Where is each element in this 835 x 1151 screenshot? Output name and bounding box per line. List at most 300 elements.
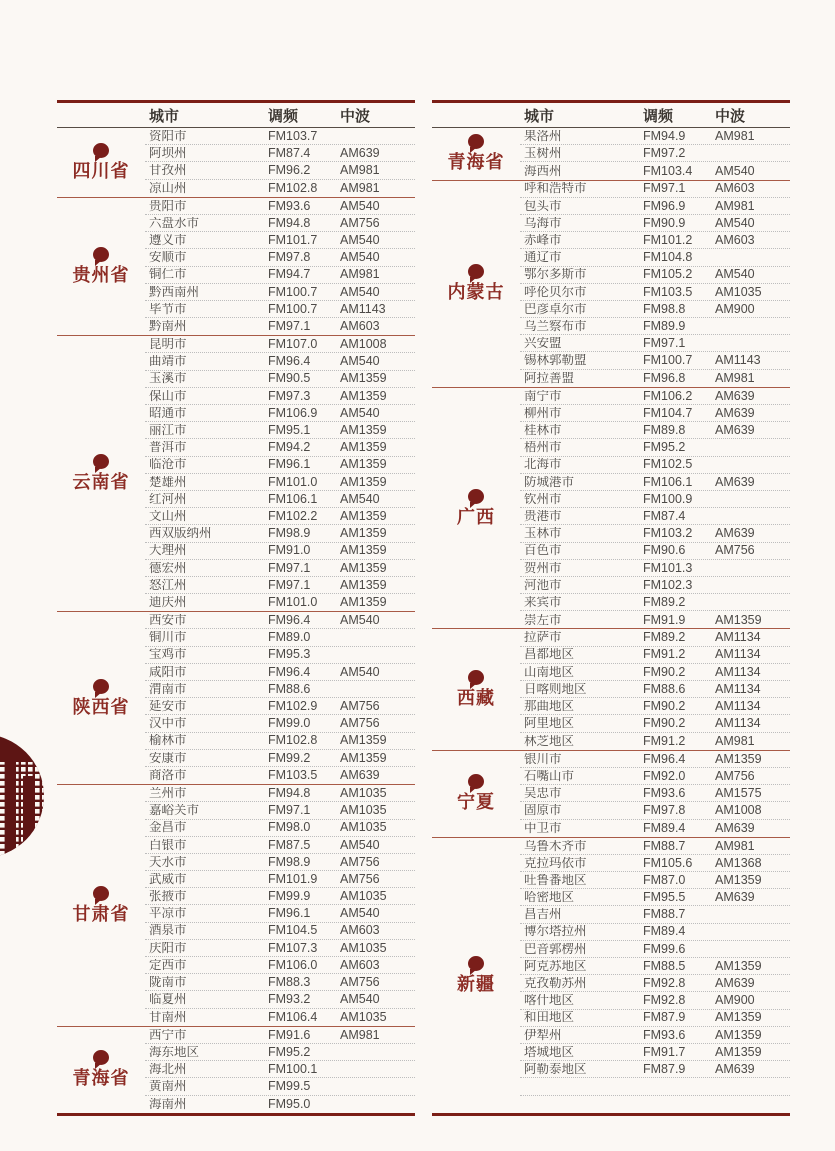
table-row — [145, 837, 415, 854]
cell-am: AM1143 — [340, 302, 386, 316]
cell-am: AM603 — [715, 233, 755, 247]
cell-fm: FM101.9 — [268, 872, 318, 886]
cell-am: AM900 — [715, 994, 755, 1007]
table-row — [145, 923, 415, 940]
cell-city: 崇左市 — [524, 613, 562, 627]
table-row — [145, 1096, 415, 1113]
cell-am: AM1359 — [715, 1045, 762, 1059]
cell-am: AM1359 — [340, 751, 387, 765]
table-row — [145, 232, 415, 249]
table-row — [520, 474, 790, 491]
cell-fm: FM103.4 — [643, 164, 693, 178]
cell-city: 定西市 — [149, 958, 187, 972]
province-cell — [57, 128, 145, 197]
cell-fm: FM100.1 — [268, 1062, 318, 1076]
cell-fm: FM88.6 — [268, 682, 311, 696]
cell-am: AM1035 — [340, 1010, 387, 1024]
province-group — [57, 198, 415, 337]
column-header-am: 中波 — [340, 107, 371, 125]
table-row — [145, 180, 415, 197]
cell-city: 临沧市 — [149, 458, 187, 471]
cell-am: AM639 — [715, 977, 755, 990]
table-row — [145, 612, 415, 629]
frequency-table-right — [432, 100, 790, 1116]
cell-city: 保山市 — [149, 389, 187, 403]
cell-am: AM1359 — [340, 475, 387, 489]
table-row — [145, 1044, 415, 1061]
table-row — [520, 508, 790, 525]
cell-fm: FM98.0 — [268, 821, 311, 834]
table-row — [145, 664, 415, 681]
cell-fm: FM103.5 — [643, 285, 693, 299]
cell-fm: FM100.9 — [643, 492, 693, 506]
cell-city: 丽江市 — [149, 424, 187, 437]
cell-city: 巴音郭楞州 — [524, 942, 587, 956]
cell-fm: FM98.8 — [643, 302, 686, 316]
table-row — [145, 854, 415, 871]
province-group — [57, 1027, 415, 1113]
cell-fm: FM101.2 — [643, 233, 693, 247]
cell-am: AM1359 — [340, 458, 387, 471]
location-pin-icon — [93, 247, 109, 262]
table-row — [520, 232, 790, 249]
table-row — [145, 560, 415, 577]
cell-city: 昌吉州 — [524, 908, 562, 921]
table-row — [145, 145, 415, 162]
cell-fm: FM106.9 — [268, 406, 318, 420]
province-cell — [57, 336, 145, 611]
cell-city: 海东地区 — [149, 1045, 200, 1059]
table-row — [520, 301, 790, 318]
cell-am: AM1134 — [715, 665, 761, 679]
location-pin-icon — [93, 454, 109, 469]
cell-am: AM1035 — [715, 285, 762, 299]
cell-fm: FM96.4 — [268, 614, 311, 627]
province-cell — [432, 629, 520, 749]
table-row — [145, 249, 415, 266]
cell-fm: FM99.0 — [268, 717, 311, 730]
cell-am: AM1359 — [340, 544, 387, 557]
cell-am: AM1359 — [715, 959, 762, 973]
cell-am: AM1008 — [340, 338, 387, 351]
cell-am: AM1359 — [340, 561, 387, 575]
cell-am: AM639 — [715, 527, 755, 540]
cell-am: AM981 — [340, 164, 380, 177]
cell-city: 林芝地区 — [524, 734, 575, 748]
table-row — [145, 991, 415, 1008]
province-cell — [432, 751, 520, 837]
location-pin-icon — [93, 886, 109, 901]
table-row — [145, 525, 415, 542]
province-label: 西藏 — [457, 688, 495, 709]
cell-am: AM1134 — [715, 631, 761, 644]
table-row — [520, 785, 790, 802]
cell-city: 渭南市 — [149, 682, 187, 696]
table-row — [520, 1061, 790, 1078]
cell-city: 德宏州 — [149, 561, 187, 575]
frequency-table-left — [57, 100, 415, 1116]
province-cell — [57, 1027, 145, 1113]
cell-am: AM981 — [715, 129, 755, 143]
province-group — [432, 181, 790, 388]
cell-am: AM756 — [340, 216, 380, 230]
cell-fm: FM100.7 — [643, 354, 693, 367]
cell-am: AM540 — [340, 907, 380, 920]
cell-city: 乌海市 — [524, 216, 562, 230]
table-row — [520, 284, 790, 301]
cell-city: 甘南州 — [149, 1010, 187, 1024]
rows — [520, 388, 790, 629]
cell-fm: FM87.9 — [643, 1011, 686, 1024]
cell-am: AM603 — [340, 924, 380, 937]
table-header — [432, 103, 790, 128]
cell-fm: FM90.6 — [643, 544, 686, 557]
cell-fm: FM106.2 — [643, 389, 693, 403]
cell-fm: FM94.9 — [643, 129, 686, 143]
cell-am: AM639 — [715, 389, 755, 403]
table-row — [145, 215, 415, 232]
cell-city: 喀什地区 — [524, 994, 575, 1007]
table-row — [520, 439, 790, 456]
table-row — [520, 906, 790, 923]
cell-fm: FM88.7 — [643, 839, 686, 853]
cell-city: 桂林市 — [524, 424, 562, 437]
table-row — [520, 768, 790, 785]
cell-fm: FM96.1 — [268, 458, 311, 471]
table-row — [520, 992, 790, 1009]
cell-am: AM540 — [340, 285, 380, 299]
table-row — [145, 820, 415, 837]
table-row — [145, 733, 415, 750]
table-row — [520, 457, 790, 474]
cell-city: 兴安盟 — [524, 337, 562, 350]
cell-fm: FM106.4 — [268, 1010, 318, 1024]
cell-fm: FM102.9 — [268, 700, 318, 713]
rows — [145, 785, 415, 1026]
cell-am: AM981 — [340, 1028, 380, 1042]
cell-city: 赤峰市 — [524, 233, 562, 247]
cell-city: 阿勒泰地区 — [524, 1062, 587, 1076]
cell-fm: FM93.6 — [643, 786, 686, 800]
cell-city: 阿坝州 — [149, 147, 187, 160]
province-label: 青海省 — [72, 1068, 130, 1089]
cell-am: AM1035 — [340, 821, 387, 834]
table-row — [520, 611, 790, 628]
table-row — [520, 838, 790, 855]
location-pin-icon — [468, 774, 484, 789]
table-row — [145, 629, 415, 646]
cell-city: 金昌市 — [149, 821, 187, 834]
cell-fm: FM95.3 — [268, 648, 311, 661]
cell-am: AM540 — [340, 993, 380, 1006]
cell-fm: FM97.1 — [643, 182, 686, 195]
cell-city: 博尔塔拉州 — [524, 925, 587, 938]
cell-city: 防城港市 — [524, 475, 575, 489]
cell-fm: FM107.0 — [268, 338, 318, 351]
cell-fm: FM97.1 — [268, 561, 311, 575]
cell-fm: FM95.1 — [268, 424, 311, 437]
cell-am: AM1359 — [340, 372, 387, 385]
cell-city: 贵港市 — [524, 509, 562, 523]
cell-city: 西宁市 — [149, 1028, 187, 1042]
cell-fm: FM104.7 — [643, 406, 693, 420]
cell-fm: FM94.8 — [268, 786, 311, 800]
table-row — [520, 1096, 790, 1113]
table-row — [520, 577, 790, 594]
cell-fm: FM94.7 — [268, 268, 311, 281]
table-row — [520, 1027, 790, 1044]
cell-fm: FM89.9 — [643, 319, 686, 333]
cell-city: 巴彦卓尔市 — [524, 302, 587, 316]
location-pin-icon — [468, 489, 484, 504]
cell-city: 柳州市 — [524, 406, 562, 420]
cell-am: AM756 — [340, 855, 380, 869]
table-row — [145, 1027, 415, 1044]
cell-am: AM540 — [340, 233, 380, 247]
province-group — [432, 128, 790, 181]
cell-am: AM540 — [340, 355, 380, 368]
table-row — [145, 888, 415, 905]
province-cell — [432, 128, 520, 180]
table-row — [145, 1009, 415, 1026]
cell-city: 毕节市 — [149, 302, 187, 316]
cell-fm: FM88.6 — [643, 682, 686, 696]
cell-fm: FM91.2 — [643, 734, 686, 748]
column-header-city: 城市 — [524, 107, 555, 125]
rows — [145, 336, 415, 611]
rows — [145, 612, 415, 784]
cell-fm: FM92.0 — [643, 769, 686, 783]
cell-fm: FM99.9 — [268, 890, 311, 903]
cell-city: 铜川市 — [149, 631, 187, 644]
table-body — [57, 128, 415, 1113]
cell-am: AM540 — [340, 199, 380, 213]
cell-city: 乌兰察布市 — [524, 319, 587, 333]
column-header-fm: 调频 — [643, 107, 674, 125]
cell-am: AM639 — [715, 891, 755, 904]
cell-city: 昭通市 — [149, 406, 187, 420]
cell-city: 陇南市 — [149, 976, 187, 989]
table-row — [520, 1010, 790, 1027]
cell-fm: FM102.2 — [268, 509, 318, 523]
cell-am: AM756 — [340, 700, 380, 713]
cell-fm: FM96.4 — [268, 355, 311, 368]
province-cell — [432, 388, 520, 629]
cell-fm: FM91.2 — [643, 648, 686, 661]
cell-am: AM1035 — [340, 941, 387, 955]
table-row — [145, 543, 415, 560]
cell-am: AM981 — [340, 268, 380, 281]
table-row — [145, 681, 415, 698]
cell-fm: FM89.4 — [643, 925, 686, 938]
cell-city: 黔西南州 — [149, 285, 200, 299]
cell-am: AM981 — [715, 839, 755, 853]
cell-city: 包头市 — [524, 199, 562, 213]
cell-fm: FM87.5 — [268, 838, 311, 852]
cell-am: AM639 — [715, 424, 755, 437]
cell-fm: FM105.6 — [643, 856, 693, 870]
table-row — [520, 318, 790, 335]
table-row — [145, 785, 415, 802]
location-pin-icon — [93, 679, 109, 694]
cell-city: 果洛州 — [524, 129, 562, 143]
cell-fm: FM104.8 — [643, 251, 693, 264]
cell-am: AM639 — [715, 406, 755, 420]
cell-fm: FM90.5 — [268, 372, 311, 385]
cell-am: AM1359 — [340, 578, 387, 592]
cell-am: AM603 — [715, 182, 755, 195]
cell-fm: FM107.3 — [268, 941, 318, 955]
cell-fm: FM101.3 — [643, 561, 693, 575]
cell-fm: FM97.3 — [268, 389, 311, 403]
cell-am: AM540 — [715, 216, 755, 230]
cell-city: 张掖市 — [149, 890, 187, 903]
cell-am: AM756 — [340, 717, 380, 730]
cell-fm: FM105.2 — [643, 268, 693, 281]
table-row — [520, 560, 790, 577]
cell-am: AM981 — [715, 199, 755, 213]
cell-city: 通辽市 — [524, 251, 562, 264]
table-row — [520, 215, 790, 232]
table-row — [520, 145, 790, 162]
cell-am: AM540 — [340, 614, 380, 627]
cell-am: AM1134 — [715, 700, 761, 713]
table-row — [145, 594, 415, 611]
cell-am: AM981 — [715, 371, 755, 385]
cell-city: 天水市 — [149, 855, 187, 869]
cell-fm: FM99.2 — [268, 751, 311, 765]
location-pin-icon — [468, 264, 484, 279]
table-row — [520, 802, 790, 819]
cell-am: AM639 — [715, 475, 755, 489]
cell-fm: FM106.1 — [643, 475, 693, 489]
province-label: 新疆 — [457, 973, 495, 994]
cell-city: 银川市 — [524, 752, 562, 766]
table-row — [520, 267, 790, 284]
cell-city: 临夏州 — [149, 993, 187, 1006]
table-row — [520, 958, 790, 975]
table-row — [145, 974, 415, 991]
table-row — [520, 388, 790, 405]
cell-am: AM639 — [340, 147, 380, 160]
cell-am: AM1008 — [715, 804, 762, 817]
rows — [520, 751, 790, 837]
location-pin-icon — [468, 670, 484, 685]
cell-city: 阿拉善盟 — [524, 371, 575, 385]
table-row — [520, 594, 790, 611]
rows — [520, 838, 790, 1113]
cell-city: 嘉峪关市 — [149, 804, 200, 817]
cell-city: 曲靖市 — [149, 355, 187, 368]
table-row — [145, 162, 415, 179]
table-row — [145, 457, 415, 474]
location-pin-icon — [93, 1050, 109, 1065]
cell-city: 商洛市 — [149, 769, 187, 782]
cell-am: AM1359 — [340, 596, 387, 609]
cell-am: AM1575 — [715, 786, 762, 800]
cell-fm: FM90.9 — [643, 216, 686, 230]
cell-city: 山南地区 — [524, 665, 575, 679]
cell-fm: FM103.7 — [268, 129, 318, 143]
table-row — [520, 543, 790, 560]
cell-fm: FM103.2 — [643, 527, 693, 540]
cell-fm: FM100.7 — [268, 302, 318, 316]
cell-fm: FM91.0 — [268, 544, 311, 557]
cell-fm: FM102.3 — [643, 578, 693, 592]
table-row — [145, 405, 415, 422]
province-group — [57, 785, 415, 1027]
cell-city: 伊犁州 — [524, 1028, 562, 1042]
cell-fm: FM101.0 — [268, 596, 318, 609]
cell-city: 资阳市 — [149, 129, 187, 143]
table-row — [520, 698, 790, 715]
cell-city: 西双版纳州 — [149, 527, 212, 540]
cell-am: AM1359 — [340, 527, 387, 540]
table-row — [520, 924, 790, 941]
cell-city: 甘孜州 — [149, 164, 187, 177]
table-row — [145, 284, 415, 301]
cell-am: AM540 — [340, 665, 380, 679]
table-row — [145, 940, 415, 957]
cell-city: 汉中市 — [149, 717, 187, 730]
cell-fm: FM97.8 — [268, 251, 311, 264]
cell-fm: FM87.9 — [643, 1062, 686, 1076]
cell-am: AM1359 — [715, 613, 762, 627]
cell-am: AM540 — [340, 251, 380, 264]
cell-city: 兰州市 — [149, 786, 187, 800]
table-row — [520, 872, 790, 889]
cell-city: 呼伦贝尔市 — [524, 285, 587, 299]
table-row — [520, 128, 790, 145]
cell-fm: FM95.5 — [643, 891, 686, 904]
rows — [520, 629, 790, 749]
table-body — [432, 128, 790, 1113]
cell-fm: FM88.5 — [643, 959, 686, 973]
cell-fm: FM87.4 — [268, 147, 311, 160]
province-cell — [57, 785, 145, 1026]
table-row — [145, 715, 415, 732]
province-label: 贵州省 — [72, 265, 130, 286]
cell-city: 拉萨市 — [524, 631, 562, 644]
cell-fm: FM106.0 — [268, 958, 318, 972]
table-row — [145, 439, 415, 456]
table-row — [520, 941, 790, 958]
cell-fm: FM104.5 — [268, 924, 318, 937]
cell-city: 西安市 — [149, 614, 187, 627]
cell-city: 锡林郭勒盟 — [524, 354, 587, 367]
cell-city: 黔南州 — [149, 320, 187, 333]
cell-fm: FM92.8 — [643, 994, 686, 1007]
table-row — [145, 318, 415, 335]
table-row — [520, 370, 790, 387]
cell-city: 百色市 — [524, 544, 562, 557]
cell-am: AM1035 — [340, 890, 387, 903]
location-pin-icon — [468, 956, 484, 971]
cell-city: 中卫市 — [524, 821, 562, 835]
table-row — [520, 352, 790, 369]
cell-am: AM1359 — [715, 1011, 762, 1024]
cell-fm: FM98.9 — [268, 855, 311, 869]
cell-fm: FM93.6 — [643, 1028, 686, 1042]
cell-fm: FM97.1 — [268, 804, 311, 817]
cell-city: 玉林市 — [524, 527, 562, 540]
cell-fm: FM90.2 — [643, 665, 686, 679]
province-label: 四川省 — [72, 160, 130, 181]
cell-am: AM1143 — [715, 354, 761, 367]
province-label: 青海省 — [447, 152, 505, 173]
table-row — [145, 802, 415, 819]
cell-fm: FM96.2 — [268, 164, 311, 177]
